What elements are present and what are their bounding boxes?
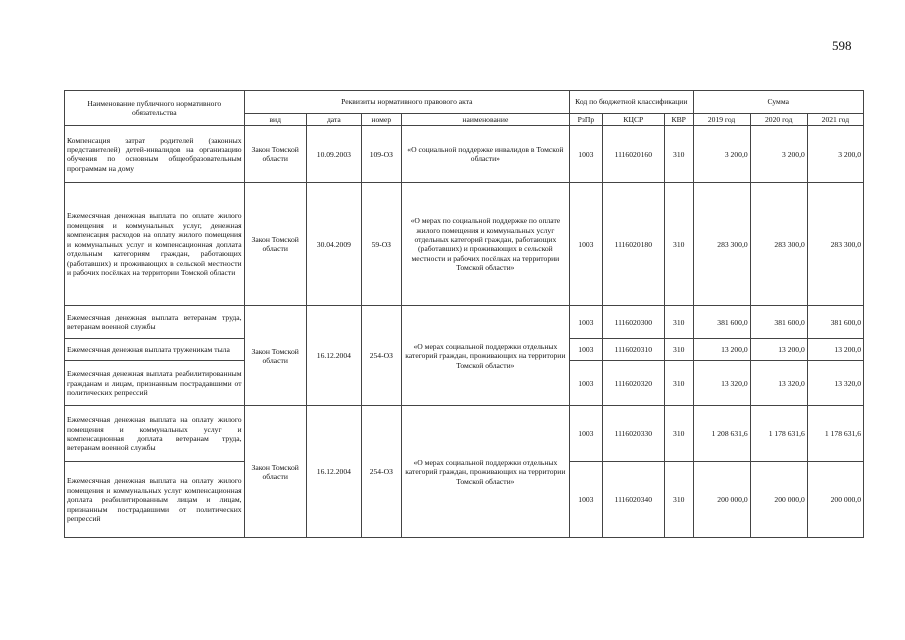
header-2020: 2020 год xyxy=(750,114,807,126)
act-title: «О социальной поддержке инвалидов в Томской области» xyxy=(401,126,569,183)
rzpr-cell: 1003 xyxy=(570,462,603,538)
header-title: наименование xyxy=(401,114,569,126)
act-vid: Закон Томской области xyxy=(244,406,306,538)
sum-2019-cell: 283 300,0 xyxy=(693,183,750,306)
sum-2021-cell: 3 200,0 xyxy=(807,126,863,183)
kcsr-cell: 1116020300 xyxy=(602,306,664,339)
act-number: 109-ОЗ xyxy=(361,126,401,183)
act-date: 16.12.2004 xyxy=(306,306,361,406)
rzpr-cell: 1003 xyxy=(570,183,603,306)
kcsr-cell: 1116020330 xyxy=(602,406,664,462)
obligation-name: Компенсация затрат родителей (законных представителей) детей-инвалидов на организацию обучения по основным общеобразовательным программам на дому xyxy=(65,126,245,183)
sum-2020-cell: 3 200,0 xyxy=(750,126,807,183)
sum-2021-cell: 13 320,0 xyxy=(807,361,863,406)
act-title: «О мерах социальной поддержки отдельных категорий граждан, проживающих на территории Томской области» xyxy=(401,406,569,538)
act-number: 59-ОЗ xyxy=(361,183,401,306)
sum-2021-cell: 1 178 631,6 xyxy=(807,406,863,462)
page-number: 598 xyxy=(832,38,852,53)
act-date: 10.09.2003 xyxy=(306,126,361,183)
sum-2019-cell: 13 200,0 xyxy=(693,339,750,361)
sum-2020-cell: 13 320,0 xyxy=(750,361,807,406)
table-row xyxy=(65,183,864,306)
sum-2019-cell: 3 200,0 xyxy=(693,126,750,183)
header-name: Наименование публичного нормативного обязательства xyxy=(65,91,245,126)
rzpr-cell: 1003 xyxy=(570,339,603,361)
header-vid: вид xyxy=(244,114,306,126)
kcsr-cell: 1116020160 xyxy=(602,126,664,183)
act-title: «О мерах социальной поддержки отдельных категорий граждан, проживающих на территории Томской области» xyxy=(401,306,569,406)
rzpr-cell: 1003 xyxy=(570,306,603,339)
header-budget-code: Код по бюджетной классификации xyxy=(570,91,693,114)
sum-2019-cell: 1 208 631,6 xyxy=(693,406,750,462)
kcsr-cell: 1116020320 xyxy=(602,361,664,406)
sum-2020-cell: 13 200,0 xyxy=(750,339,807,361)
sum-2021-cell: 13 200,0 xyxy=(807,339,863,361)
sum-2019-cell: 381 600,0 xyxy=(693,306,750,339)
sum-2021-cell: 200 000,0 xyxy=(807,462,863,538)
kvr-cell: 310 xyxy=(664,462,693,538)
kvr-cell: 310 xyxy=(664,361,693,406)
act-date: 16.12.2004 xyxy=(306,406,361,538)
rzpr-cell: 1003 xyxy=(570,126,603,183)
sum-2020-cell: 200 000,0 xyxy=(750,462,807,538)
obligation-name: Ежемесячная денежная выплата на оплату жилого помещения и коммунальных услуг компенсационная доплата реабилитированным лицам и лицам, признанным пострадавшими от политических репрессий xyxy=(65,462,245,538)
act-vid: Закон Томской области xyxy=(244,126,306,183)
header-requisites: Реквизиты нормативного правового акта xyxy=(244,91,569,114)
sum-2021-cell: 283 300,0 xyxy=(807,183,863,306)
kvr-cell: 310 xyxy=(664,406,693,462)
act-vid: Закон Томской области xyxy=(244,306,306,406)
sum-2019-cell: 200 000,0 xyxy=(693,462,750,538)
kvr-cell: 310 xyxy=(664,306,693,339)
sum-2021-cell: 381 600,0 xyxy=(807,306,863,339)
obligation-name: Ежемесячная денежная выплата труженикам тыла xyxy=(65,339,245,361)
header-2021: 2021 год xyxy=(807,114,863,126)
obligation-name: Ежемесячная денежная выплата по оплате жилого помещения и коммунальных услуг, денежная компенсация расходов на оплату жилого помещения и коммунальных услуг и компенсационная доплата отдельным категориям граждан, работающих (работавших) и проживающих в сельской местности и рабочих посёлках на территории Томской области xyxy=(65,183,245,306)
kvr-cell: 310 xyxy=(664,126,693,183)
rzpr-cell: 1003 xyxy=(570,361,603,406)
sum-2019-cell: 13 320,0 xyxy=(693,361,750,406)
kcsr-cell: 1116020180 xyxy=(602,183,664,306)
obligation-name: Ежемесячная денежная выплата реабилитированным гражданам и лицам, признанным пострадавшими от политических репрессий xyxy=(65,361,245,406)
sum-2020-cell: 381 600,0 xyxy=(750,306,807,339)
table-row xyxy=(65,406,864,462)
kvr-cell: 310 xyxy=(664,339,693,361)
act-number: 254-ОЗ xyxy=(361,306,401,406)
table-row xyxy=(65,126,864,183)
header-sum: Сумма xyxy=(693,91,864,114)
header-rzpr: РзПр xyxy=(570,114,603,126)
header-kvr: КВР xyxy=(664,114,693,126)
act-title: «О мерах по социальной поддержке по оплате жилого помещения и коммунальных услуг отдельных категорий граждан, работающих (работавших) и проживающих в сельской местности и рабочих посёлках на территории Томской области» xyxy=(401,183,569,306)
kvr-cell: 310 xyxy=(664,183,693,306)
header-number: номер xyxy=(361,114,401,126)
header-kcsr: КЦСР xyxy=(602,114,664,126)
header-2019: 2019 год xyxy=(693,114,750,126)
rzpr-cell: 1003 xyxy=(570,406,603,462)
obligation-name: Ежемесячная денежная выплата на оплату жилого помещения и коммунальных услуг и компенсационная доплата ветеранам труда, ветеранам военной службы xyxy=(65,406,245,462)
kcsr-cell: 1116020340 xyxy=(602,462,664,538)
act-date: 30.04.2009 xyxy=(306,183,361,306)
kcsr-cell: 1116020310 xyxy=(602,339,664,361)
act-vid: Закон Томской области xyxy=(244,183,306,306)
budget-obligations-table xyxy=(64,90,864,538)
header-date: дата xyxy=(306,114,361,126)
act-number: 254-ОЗ xyxy=(361,406,401,538)
table-row xyxy=(65,306,864,339)
sum-2020-cell: 283 300,0 xyxy=(750,183,807,306)
obligation-name: Ежемесячная денежная выплата ветеранам труда, ветеранам военной службы xyxy=(65,306,245,339)
sum-2020-cell: 1 178 631,6 xyxy=(750,406,807,462)
